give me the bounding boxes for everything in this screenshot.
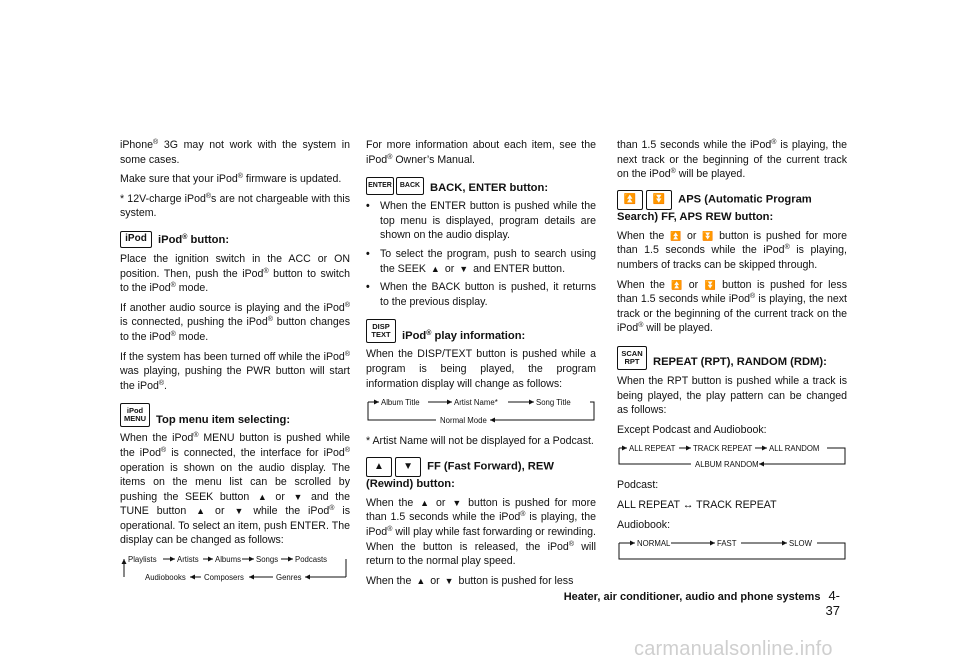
section-heading-ff-rew: ▲ ▼ FF (Fast Forward), REW (Rewind) button:: [366, 457, 596, 492]
bullet-list: [366, 199, 596, 309]
paragraph: When the ⏫ or ⏬ button is pushed for more than 1.5 seconds while the iPod® is playing, numbers of tracks can be skipped through.: [617, 229, 847, 271]
seek-down-icon: ▼: [293, 491, 303, 502]
paragraph: * 12V-charge iPod®s are not chargeable with this system.: [120, 192, 351, 220]
section-heading-play-info: DISP TEXT iPod® play information:: [366, 319, 596, 343]
flow-label: Playlists: [128, 555, 157, 565]
paragraph: When the iPod® MENU button is pushed while the iPod® is connected, the interface for iPod® operation is shown on the audio display. The items on the menu list can be scrolled by pushing the SEEK button ▲ or ▼ and the TUNE button ▲ or ▼ while the iPod® is operational. To select an item, push ENTER. The display can be changed as follows:: [120, 432, 350, 547]
disp-text-button-icon: DISP TEXT: [366, 319, 396, 343]
flow-label: ALL RANDOM: [769, 444, 820, 454]
flow-label: Normal Mode: [440, 416, 487, 426]
section-heading-top-menu: iPod MENU Top menu item selecting:: [120, 403, 350, 427]
flow-label: Albums: [215, 555, 241, 565]
aps-rew-button-icon: ⏬: [646, 190, 672, 210]
paragraph: When the RPT button is pushed while a track is being played, the play pattern can be changed as follows:: [617, 374, 847, 417]
paragraph: than 1.5 seconds while the iPod® is playing, the next track or the beginning of the current track on the iPod® will be played.: [617, 139, 847, 181]
flow-label: NORMAL: [637, 539, 671, 549]
flow-label: TRACK REPEAT: [693, 444, 753, 454]
section-heading-aps: ⏫ ⏬ APS (Automatic Program Search) FF, APS REW button:: [617, 190, 847, 225]
back-button-icon: BACK: [396, 177, 424, 195]
paragraph: iPhone® 3G may not work with the system in some cases.: [120, 139, 350, 166]
rew-icon: ▼: [452, 497, 462, 508]
page-number: 4-37: [825, 588, 840, 618]
flow-label: Podcasts: [295, 555, 328, 565]
flow-label: Composers: [204, 573, 244, 583]
display-flow-diagram: [366, 396, 596, 428]
aps-ff-icon: ⏫: [671, 279, 683, 290]
paragraph: When the ▲ or ▼ button is pushed for less: [366, 574, 574, 587]
section-heading-repeat-random: SCAN RPT REPEAT (RPT), RANDOM (RDM):: [617, 346, 847, 370]
column-1: [120, 138, 350, 591]
paragraph: For more information about each item, see the iPod® Owner’s Manual.: [366, 139, 596, 166]
tune-down-icon: ▼: [234, 506, 244, 517]
paragraph: Podcast:: [617, 479, 659, 492]
section-heading-back-enter: ENTER BACK BACK, ENTER button:: [366, 177, 596, 195]
flow-label: ALBUM RANDOM: [695, 460, 759, 470]
paragraph: Audiobook:: [617, 518, 671, 531]
paragraph: If another audio source is playing and the iPod® is connected, pushing the iPod® button changes to the iPod® mode.: [120, 301, 350, 343]
seek-up-icon: ▲: [257, 491, 267, 502]
tune-up-icon: ▲: [196, 506, 206, 517]
paragraph: When the ⏫ or ⏬ button is pushed for less than 1.5 seconds while iPod® is playing, the next track or the beginning of the current track on the iPod® will be played.: [617, 278, 847, 335]
paragraph: When the DISP/TEXT button is pushed while a program is being played, the program information display will change as follows:: [366, 348, 596, 390]
flow-label: Genres: [276, 573, 302, 583]
flow-label: ALL REPEAT: [629, 444, 676, 454]
ff-icon: ▲: [420, 497, 430, 508]
audiobook-flow-diagram: [617, 537, 847, 567]
paragraph: If the system has been turned off while the iPod® was playing, pushing the PWR button will start the iPod®.: [120, 350, 350, 392]
aps-ff-icon: ⏫: [670, 230, 682, 241]
rew-button-icon: ▼: [395, 457, 421, 477]
rew-icon: ▼: [444, 575, 454, 586]
seek-down-icon: ▼: [459, 263, 469, 274]
ff-button-icon: ▲: [366, 457, 392, 477]
aps-rew-icon: ⏬: [702, 230, 714, 241]
aps-ff-button-icon: ⏫: [617, 190, 643, 210]
list-item: • When the ENTER button is pushed while the top menu is displayed, program details are shown on the audio display.: [366, 199, 596, 243]
flow-label: Song Title: [536, 398, 571, 408]
paragraph: When the ▲ or ▼ button is pushed for more than 1.5 seconds while the iPod® is playing, the iPod® will play while fast forwarding or rewinding. When the button is released, the iPod® will return to the normal play speed.: [366, 496, 596, 568]
ipod-button-icon: iPod: [120, 231, 152, 248]
flow-label: Artists: [177, 555, 199, 565]
list-item: • To select the program, push to search using the SEEK ▲ or ▼ and ENTER button.: [366, 247, 596, 276]
flow-label: Audiobooks: [145, 573, 186, 583]
footnote: * Artist Name will not be displayed for a Podcast.: [366, 435, 594, 448]
flow-label: Album Title: [381, 398, 420, 408]
enter-button-icon: ENTER: [366, 177, 394, 195]
paragraph: Place the ignition switch in the ACC or ON position. Then, push the iPod® button to switch to the iPod® mode.: [120, 252, 350, 295]
ff-icon: ▲: [416, 575, 426, 586]
page-footer: [560, 588, 840, 618]
flow-label: Songs: [256, 555, 279, 565]
seek-up-icon: ▲: [430, 263, 440, 274]
flow-label: FAST: [717, 539, 737, 549]
column-2: [366, 138, 596, 593]
ipod-menu-button-icon: iPod MENU: [120, 403, 150, 427]
section-heading-ipod-button: iPod iPod® button:: [120, 231, 350, 248]
repeat-flow-diagram: [617, 442, 847, 472]
flow-label: Artist Name*: [454, 398, 498, 408]
paragraph: ALL REPEAT ↔ TRACK REPEAT: [617, 498, 777, 511]
aps-rew-icon: ⏬: [704, 279, 716, 290]
list-item: • When the BACK button is pushed, it returns to the previous display.: [366, 280, 596, 309]
paragraph: Make sure that your iPod® firmware is updated.: [120, 173, 342, 186]
watermark: carmanualsonline.info: [634, 638, 833, 660]
menu-flow-diagram: [120, 553, 350, 585]
paragraph: Except Podcast and Audiobook:: [617, 423, 767, 436]
scan-rpt-button-icon: SCAN RPT: [617, 346, 647, 370]
column-3: [617, 138, 847, 573]
section-title: Heater, air conditioner, audio and phone systems: [563, 591, 821, 603]
flow-label: SLOW: [789, 539, 812, 549]
